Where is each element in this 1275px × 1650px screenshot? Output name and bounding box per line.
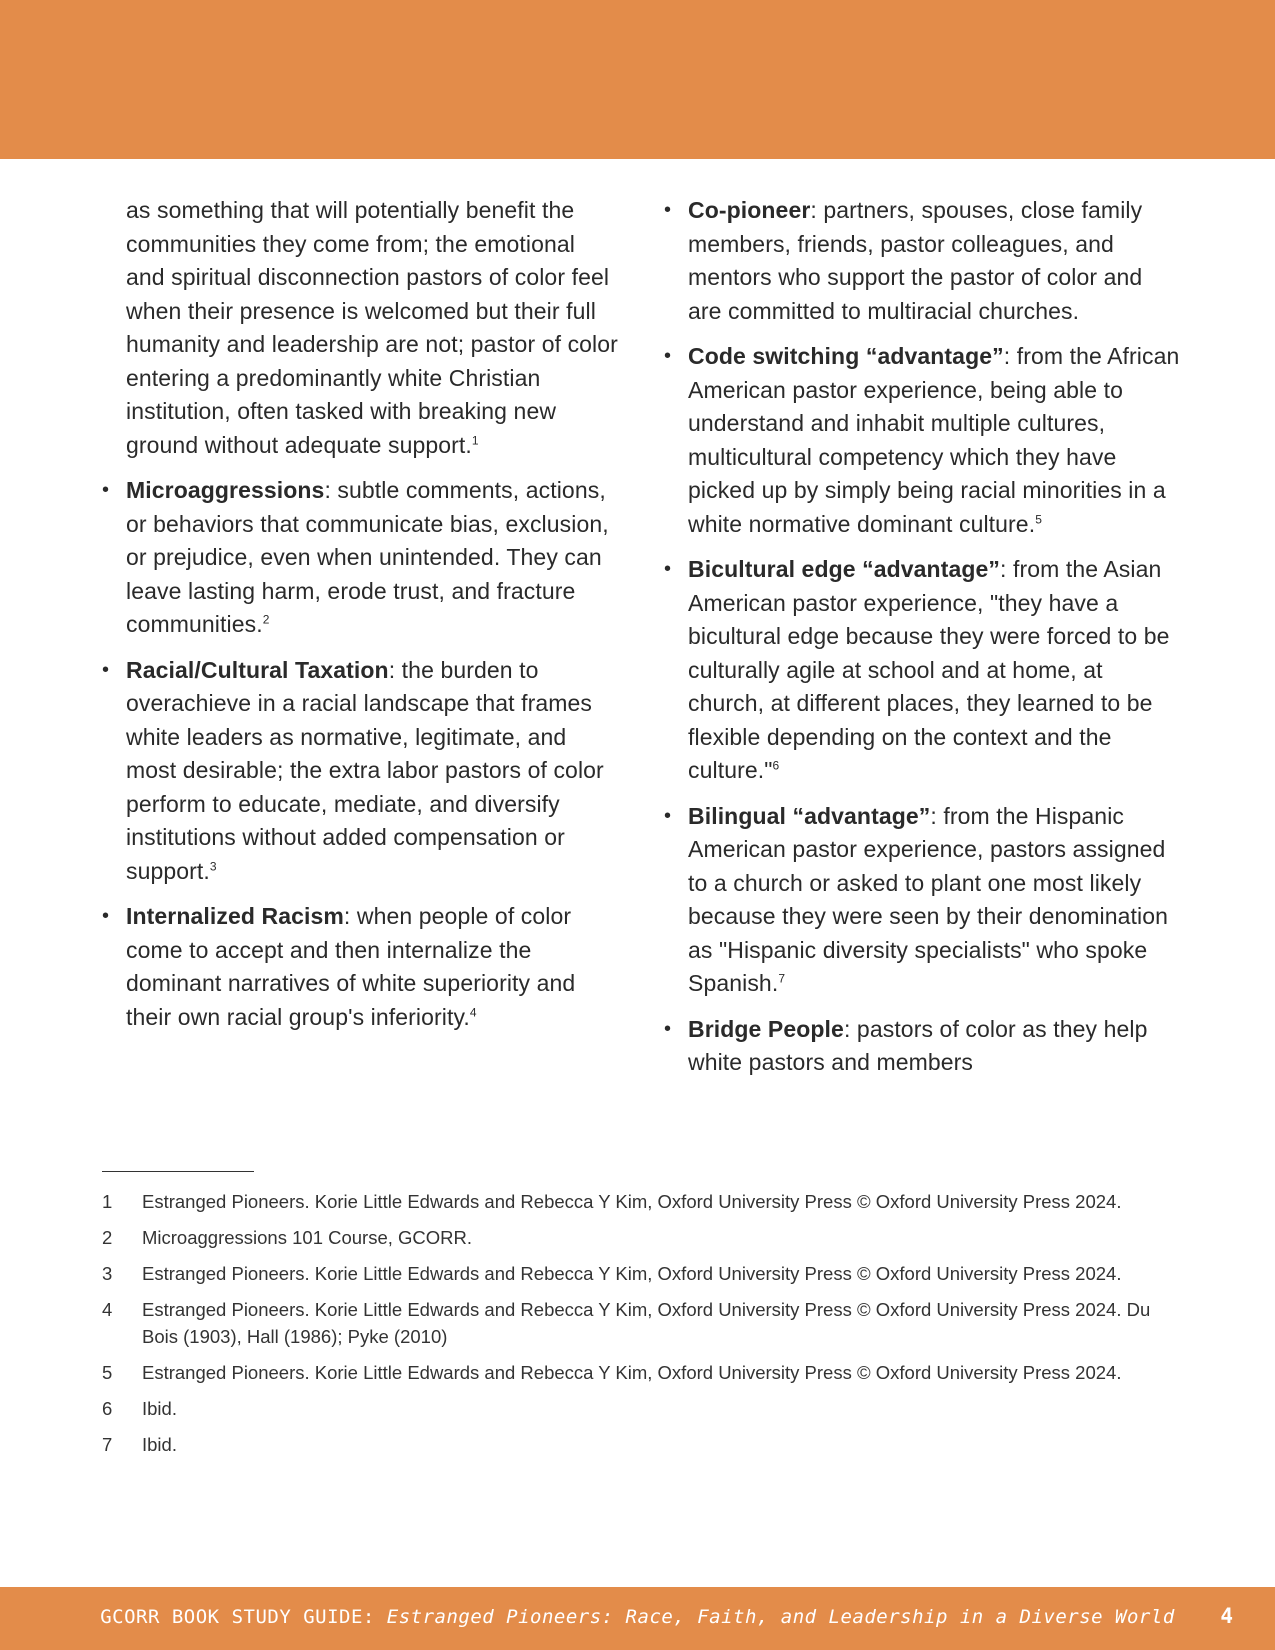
term: Co-pioneer — [688, 197, 811, 223]
footnote-text: Estranged Pioneers. Korie Little Edwards and Rebecca Y Kim, Oxford University Press © Oxford University Press 2024. — [142, 1263, 1122, 1284]
list-item-co-pioneer — [662, 194, 1182, 328]
footnote-text: Estranged Pioneers. Korie Little Edwards and Rebecca Y Kim, Oxford University Press © Oxford University Press 2024. — [142, 1191, 1122, 1212]
footnote — [102, 1395, 1182, 1422]
footnote-number: 2 — [102, 1227, 113, 1248]
definition: : the burden to overachieve in a racial landscape that frames white leaders as normative, legitimate, and most desirable; the extra labor pastors of color perform to educate, mediate, and diversify institutions without added compensation or support. — [126, 656, 604, 884]
footnote-number: 3 — [102, 1263, 113, 1284]
footnote-divider — [102, 1171, 254, 1172]
footnote-ref: 1 — [471, 432, 479, 447]
definition: : partners, spouses, close family members, friends, pastor colleagues, and mentors who support the pastor of color and are committed to multiracial churches. — [688, 197, 1143, 324]
continued-paragraph: as something that will potentially benefit the communities they come from; the emotional and spiritual disconnection pastors of color feel when their presence is welcomed but their full humanity and leadership are not; pastor of color entering a predominantly white Christian institution, often tasked with breaking new ground without adequate support.$^1$ — [126, 197, 618, 458]
term: Racial/Cultural Taxation — [126, 656, 389, 683]
footnote-number: 7 — [102, 1434, 113, 1455]
definition: : from the African American pastor experience, being able to understand and inhabit multiple cultures, multicultural competency which they have picked up by simply being racial minorities in a white normative dominant culture. — [688, 343, 1180, 537]
bullet-icon: • — [664, 345, 672, 367]
footnote — [102, 1260, 1182, 1287]
definition: : from the Asian American pastor experience, "they have a bicultural edge because they were forced to be culturally agile at school and at home, at church, at different places, they learned to be flexible depending on the context and the culture." — [688, 556, 1170, 783]
footnote-number: 6 — [102, 1398, 113, 1419]
footnote-number: 1 — [102, 1191, 113, 1212]
footnote-number: 4 — [102, 1299, 113, 1320]
header-band — [0, 0, 1275, 159]
list-item-bridge-people — [662, 1013, 1182, 1080]
footnote-ref: 3 — [209, 858, 217, 873]
term: Bilingual “advantage” — [688, 802, 931, 829]
footnotes — [102, 1188, 1182, 1467]
definition: : pastors of color as they help white pastors and members — [688, 1015, 1148, 1075]
footnote-ref: 7 — [778, 971, 786, 986]
definition: : from the Hispanic American pastor experience, pastors assigned to a church or asked to plant one most likely because they were seen by their denomination as "Hispanic diversity specialists" who spoke Spanish. — [688, 802, 1169, 996]
footnote-ref: 2 — [262, 612, 270, 627]
list-item-internalized-racism — [100, 900, 620, 1034]
footnote-ref: 6 — [772, 758, 780, 773]
footnote-text: Estranged Pioneers. Korie Little Edwards and Rebecca Y Kim, Oxford University Press © Oxford University Press 2024. — [142, 1362, 1122, 1383]
bullet-icon: • — [664, 199, 672, 221]
footer-band — [0, 1587, 1275, 1650]
term: Internalized Racism — [126, 903, 344, 929]
footnote — [102, 1359, 1182, 1386]
bullet-icon: • — [664, 1017, 672, 1040]
bullet-icon: • — [102, 479, 110, 501]
right-column — [662, 194, 1182, 1092]
footnote-text: Estranged Pioneers. Korie Little Edwards and Rebecca Y Kim, Oxford University Press © Oxford University Press 2024. Du Bois (1903), Hall (1986); Pyke (2010) — [142, 1299, 1151, 1347]
page-number: 4 — [1220, 1604, 1233, 1628]
term: Bridge People — [688, 1015, 844, 1042]
footnote — [102, 1224, 1182, 1251]
bullet-icon: • — [102, 658, 110, 681]
bullet-icon: • — [664, 558, 672, 580]
list-item-bicultural-edge — [662, 553, 1182, 788]
list-item-code-switching — [662, 340, 1182, 541]
footnote-number: 5 — [102, 1362, 113, 1383]
footer-book-title: Estranged Pioneers: Race, Faith, and Leadership in a Diverse World — [386, 1606, 1175, 1628]
footnote — [102, 1431, 1182, 1458]
list-item-bilingual — [662, 800, 1182, 1001]
list-item-racial-cultural-taxation — [100, 654, 620, 889]
footer-title — [0, 1606, 1275, 1628]
footnote — [102, 1188, 1182, 1215]
footnote-text: Ibid. — [142, 1398, 177, 1419]
term: Bicultural edge “advantage” — [688, 556, 1000, 582]
definition: : when people of color come to accept and then internalize the dominant narratives of white superiority and their own racial group's inferiority. — [126, 903, 576, 1030]
bullet-icon: • — [664, 804, 672, 827]
list-item-microaggressions — [100, 474, 620, 642]
footnote-ref: 4 — [469, 1004, 477, 1019]
footnote-ref: 5 — [1035, 511, 1042, 526]
footnote-text: Microaggressions 101 Course, GCORR. — [142, 1227, 473, 1248]
footnote — [102, 1296, 1182, 1350]
term: Code switching “advantage” — [688, 343, 1004, 369]
left-column — [100, 194, 620, 1046]
footer-prefix: GCORR BOOK STUDY GUIDE: — [100, 1606, 387, 1628]
term: Microaggressions — [126, 477, 325, 503]
definition: : subtle comments, actions, or behaviors that communicate bias, exclusion, or prejudice, even when unintended. They can leave lasting harm, erode trust, and fracture communities. — [126, 477, 609, 637]
bullet-icon: • — [102, 905, 110, 927]
footnote-text: Ibid. — [142, 1434, 177, 1455]
